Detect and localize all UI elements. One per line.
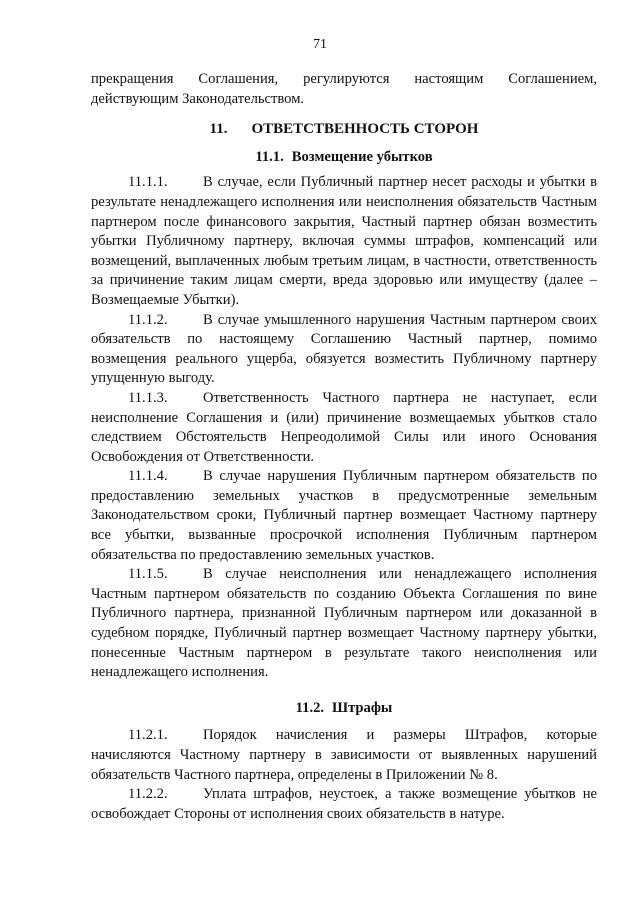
clause-number: 11.1.1. bbox=[128, 174, 168, 191]
clause bbox=[91, 173, 597, 310]
clause-text: В случае неисполнения или ненадлежащего исполнения Частным партнером обязательств по созданию Объекта Соглашения по вине Публичного партнера, признанной Публичным партнером или доказанной в судебном порядке, Публичный партнер возмещает Частному партнеру убытки, понесенные Частным партнером в результате такого неисполнения или ненадлежащего исполнения. bbox=[91, 566, 597, 681]
section-title: ОТВЕТСТВЕННОСТЬ СТОРОН bbox=[251, 121, 479, 138]
subsection-heading bbox=[91, 148, 597, 168]
document-body bbox=[91, 70, 597, 824]
clause bbox=[91, 565, 597, 683]
intro-paragraph: прекращения Соглашения, регулируются настоящим Соглашением, действующим Законодательством. bbox=[91, 71, 597, 107]
subsection-title: Возмещение убытков bbox=[291, 148, 433, 165]
clause-number: 11.1.2. bbox=[128, 311, 168, 328]
clause-number: 11.2.1. bbox=[128, 727, 168, 744]
clause-number: 11.1.3. bbox=[128, 389, 168, 406]
clause-text: Уплата штрафов, неустоек, а также возмещение убытков не освобождает Стороны от исполнения своих обязательств в натуре. bbox=[91, 786, 597, 822]
clause bbox=[91, 389, 597, 467]
page-number: 71 bbox=[313, 37, 327, 52]
clause bbox=[91, 785, 597, 824]
clause-number: 11.1.5. bbox=[128, 566, 168, 583]
clause-number: 11.1.4. bbox=[128, 468, 168, 485]
clause-text: Ответственность Частного партнера не наступает, если неисполнение Соглашения и (или) причинение возмещаемых убытков стало следствием Обстоятельств Непреодолимой Силы или иного Основания Освобождения от Ответственности. bbox=[91, 389, 597, 465]
clause bbox=[91, 311, 597, 389]
clause-text: Порядок начисления и размеры Штрафов, которые начисляются Частному партнеру в зависимости от выявленных нарушений обязательств Частного партнера, определены в Приложении № 8. bbox=[91, 727, 597, 783]
subsection-title: Штрафы bbox=[332, 699, 393, 716]
clause-number: 11.2.2. bbox=[128, 786, 168, 803]
section-number: 11. bbox=[209, 121, 228, 138]
clause-text: В случае умышленного нарушения Частным партнером своих обязательств по настоящему Соглашению Частный партнер, помимо возмещения реального ущерба, обязуется возместить Публичному партнеру упущенную выгоду. bbox=[91, 311, 597, 387]
clause bbox=[91, 726, 597, 785]
subsection-number: 11.1. bbox=[255, 148, 284, 165]
subsection-heading bbox=[91, 699, 597, 719]
clause-text: В случае нарушения Публичным партнером обязательств по предоставлению земельных участков в предусмотренные земельным Законодательством сроки, Публичный партнер возмещает Частному партнеру все убытки, вызванные просрочкой исполнения Публичным партнером обязательства по предоставлению земельных участков. bbox=[91, 468, 597, 563]
section-heading bbox=[91, 120, 597, 140]
clause-text: В случае, если Публичный партнер несет расходы и убытки в результате ненадлежащего исполнения или неисполнения обязательств Частным партнером после финансового закрытия, Частный партнер обязан возместить убытки Публичному партнеру, включая суммы штрафов, компенсаций или возмещений, выплаченных любым третьим лицам, в частности, ответственность за причинение таким лицам смерти, вреда здоровью или имуществу (далее – Возмещаемые Убытки). bbox=[91, 174, 597, 308]
clause bbox=[91, 467, 597, 565]
subsection-number: 11.2. bbox=[295, 699, 325, 716]
